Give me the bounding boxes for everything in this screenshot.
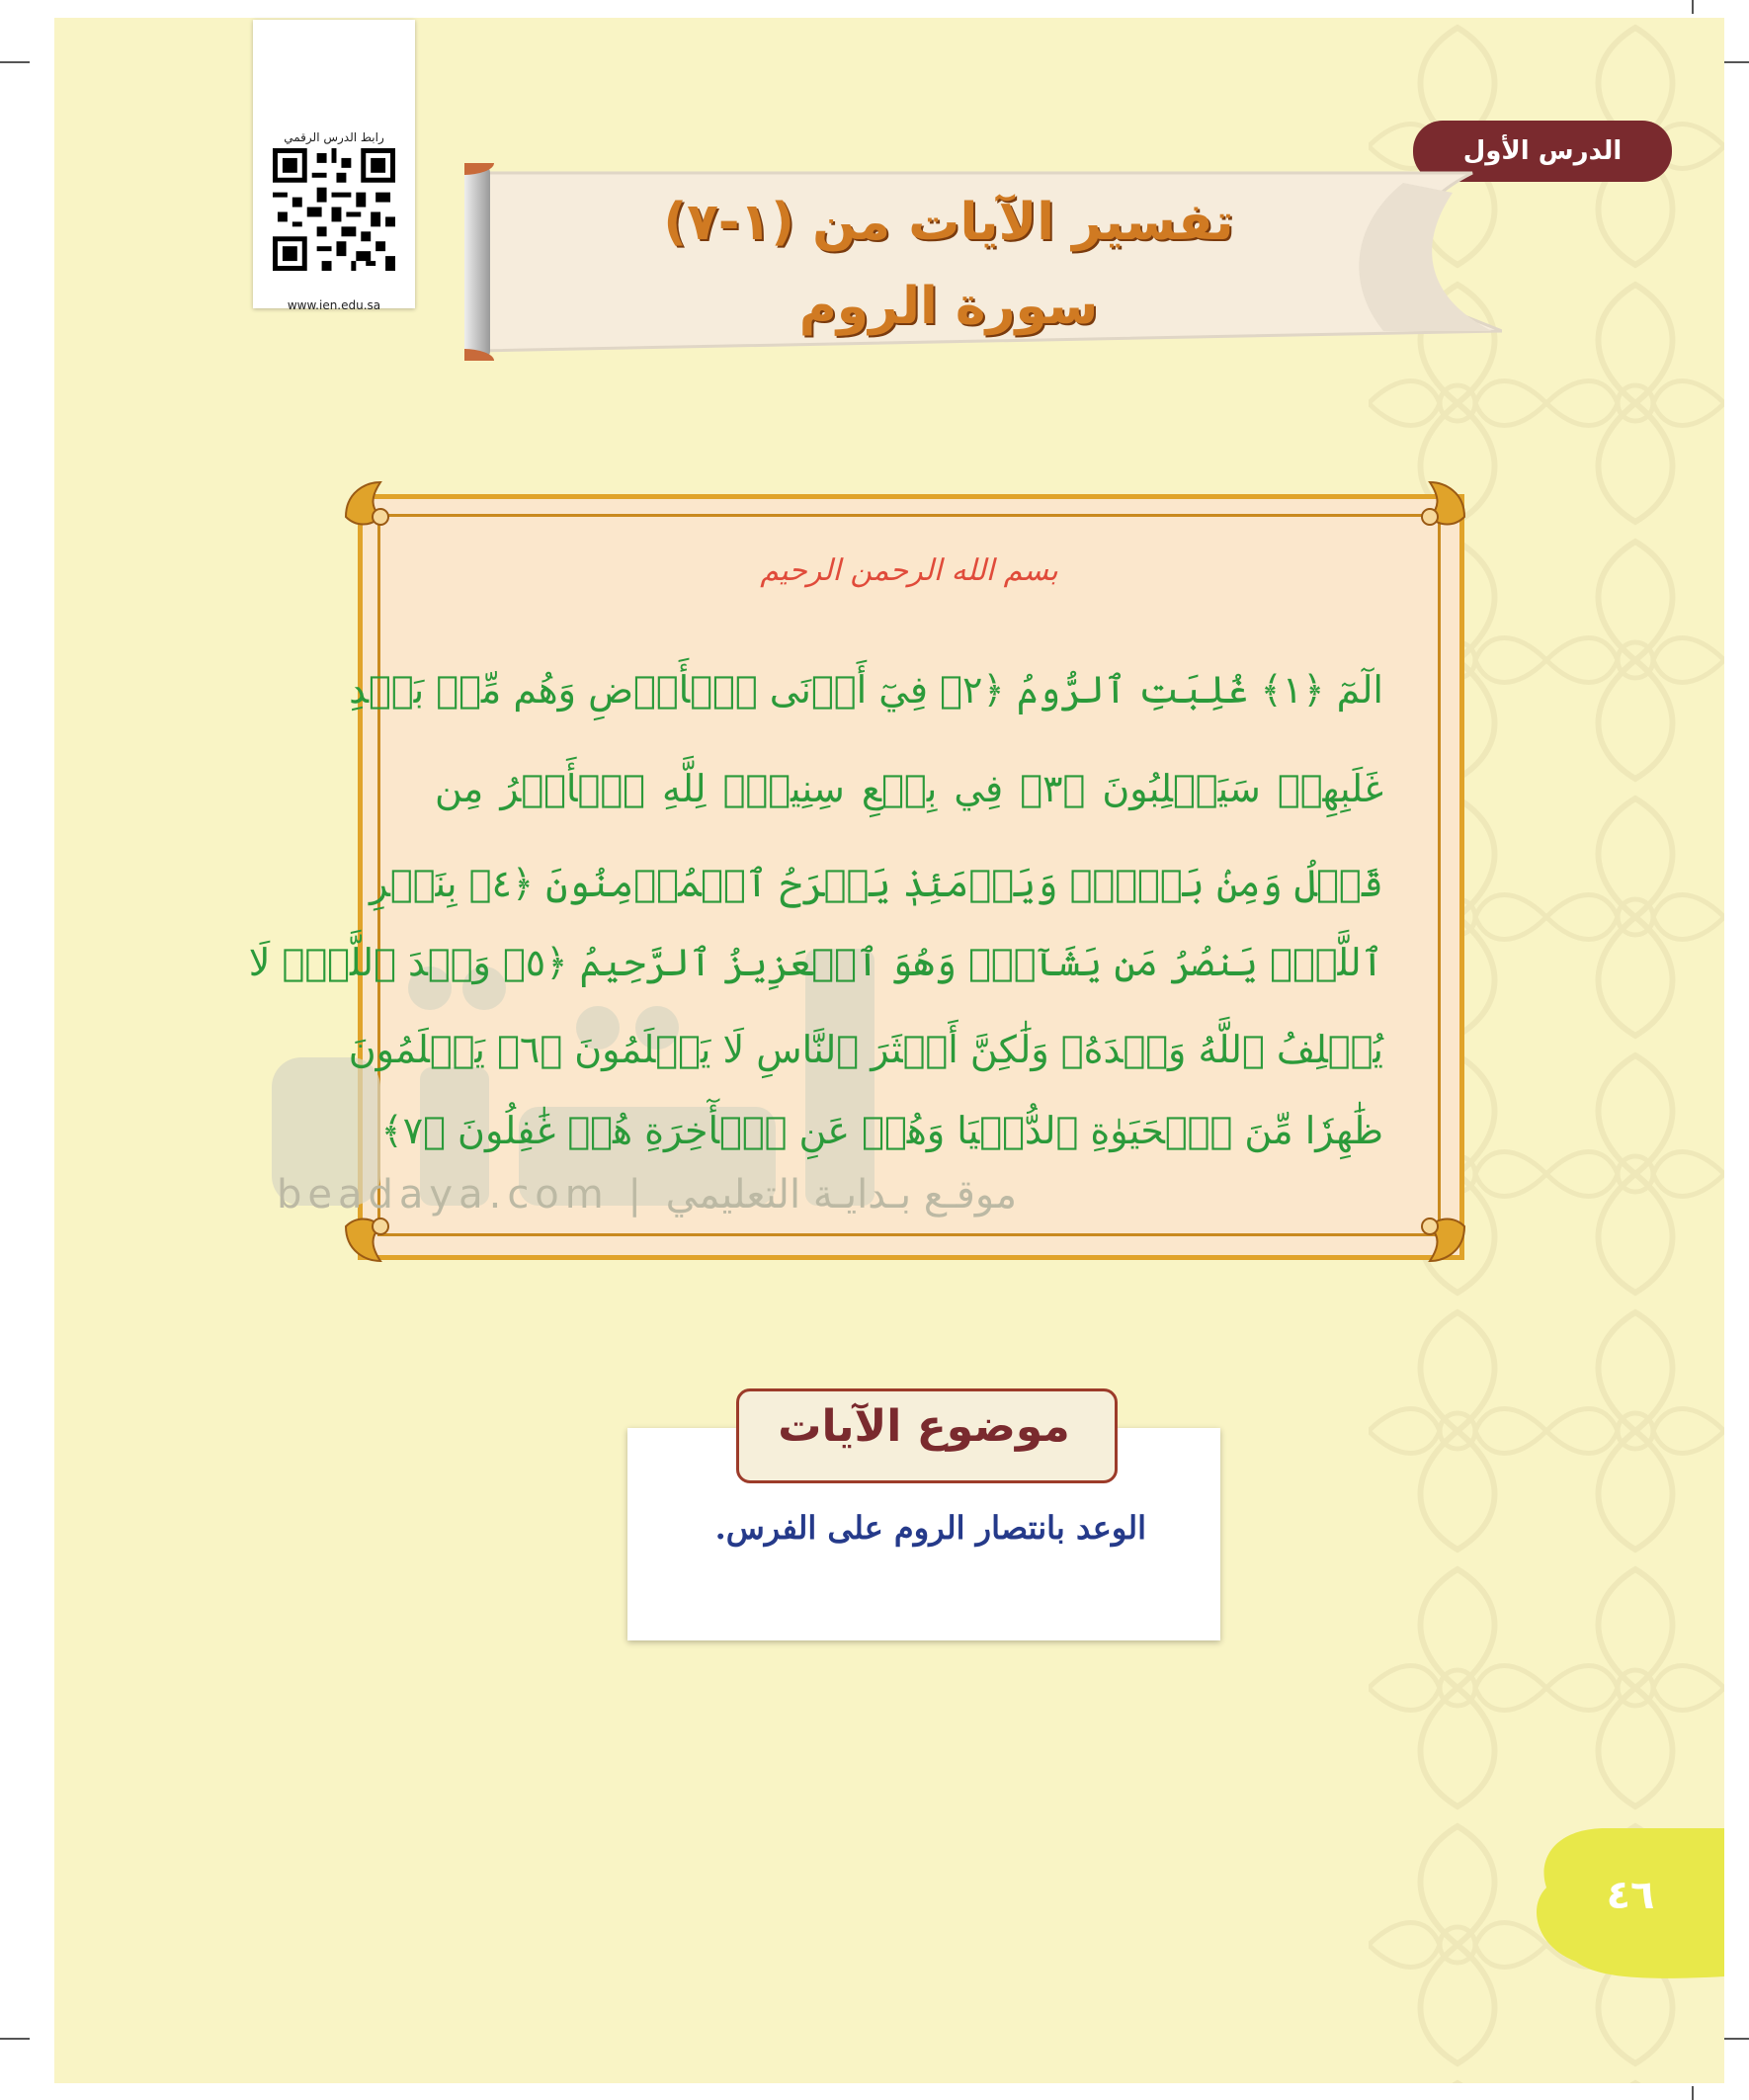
topic-text: الوعد بانتصار الروم على الفرس.: [714, 1509, 1146, 1547]
qr-code-icon[interactable]: [273, 148, 395, 271]
page-title: تفسير الآيات من (١-٧): [663, 193, 1234, 252]
quran-verse-line: قَبۡلُ وَمِنۢ بَعۡدُۚ وَيَوۡمَئِذٖ يَفۡرَحُ ٱلۡمُؤۡمِنُونَ ﴿٤﴾ بِنَصۡرِ: [369, 862, 1383, 905]
watermark-site-text: beadaya.com | موقـع بـدايـة التعليمي: [277, 1172, 1018, 1218]
page-number: ٤٦: [1606, 1873, 1655, 1918]
topic-title: موضوع الآيات: [778, 1401, 1070, 1452]
crop-mark: [0, 61, 30, 63]
qr-url: www.ien.edu.sa: [287, 298, 381, 312]
qr-code-card[interactable]: [253, 20, 415, 312]
crop-mark: [1692, 0, 1694, 14]
corner-ornament-icon: [1385, 1182, 1474, 1271]
basmala: بسم الله الرحمن الرحيم: [760, 553, 1058, 588]
lesson-label-tab: الدرس الأول: [1413, 121, 1672, 182]
quran-verse-line: ظَٰهِرٗا مِّنَ ٱلۡحَيَوٰةِ ٱلدُّنۡيَا وَهُمۡ عَنِ ٱلۡأٓخِرَةِ هُمۡ غَٰفِلُونَ ﴿٧﴾: [380, 1109, 1383, 1152]
page-subtitle: سورة الروم: [798, 277, 1099, 336]
crop-mark: [0, 2038, 30, 2040]
quran-verse-line: ٱللَّهِۚ يَنصُرُ مَن يَشَآءُۖ وَهُوَ ٱلۡعَزِيزُ ٱلرَّحِيمُ ﴿٥﴾ وَعۡدَ ٱللَّهِۖ لَا: [248, 941, 1383, 984]
crop-mark: [1692, 2086, 1694, 2100]
quran-verse-line: غَلَبِهِمۡ سَيَغۡلِبُونَ ﴿٣﴾ فِي بِضۡعِ سِنِينَۗ لِلَّهِ ٱلۡأَمۡرُ مِن: [435, 767, 1383, 810]
qr-caption: رابط الدرس الرقمي: [284, 130, 384, 144]
corner-ornament-icon: [1385, 472, 1474, 561]
quran-verse-line: الٓمٓ ﴿١﴾ غُلِبَتِ ٱلرُّومُ ﴿٢﴾ فِيٓ أَدۡنَى ٱلۡأَرۡضِ وَهُم مِّنۢ بَعۡدِ: [349, 668, 1383, 712]
corner-ornament-icon: [336, 472, 425, 561]
quran-verse-line: يُخۡلِفُ ٱللَّهُ وَعۡدَهُۥ وَلَٰكِنَّ أَكۡثَرَ ٱلنَّاسِ لَا يَعۡلَمُونَ ﴿٦﴾ يَعۡلَمُونَ: [348, 1028, 1383, 1071]
